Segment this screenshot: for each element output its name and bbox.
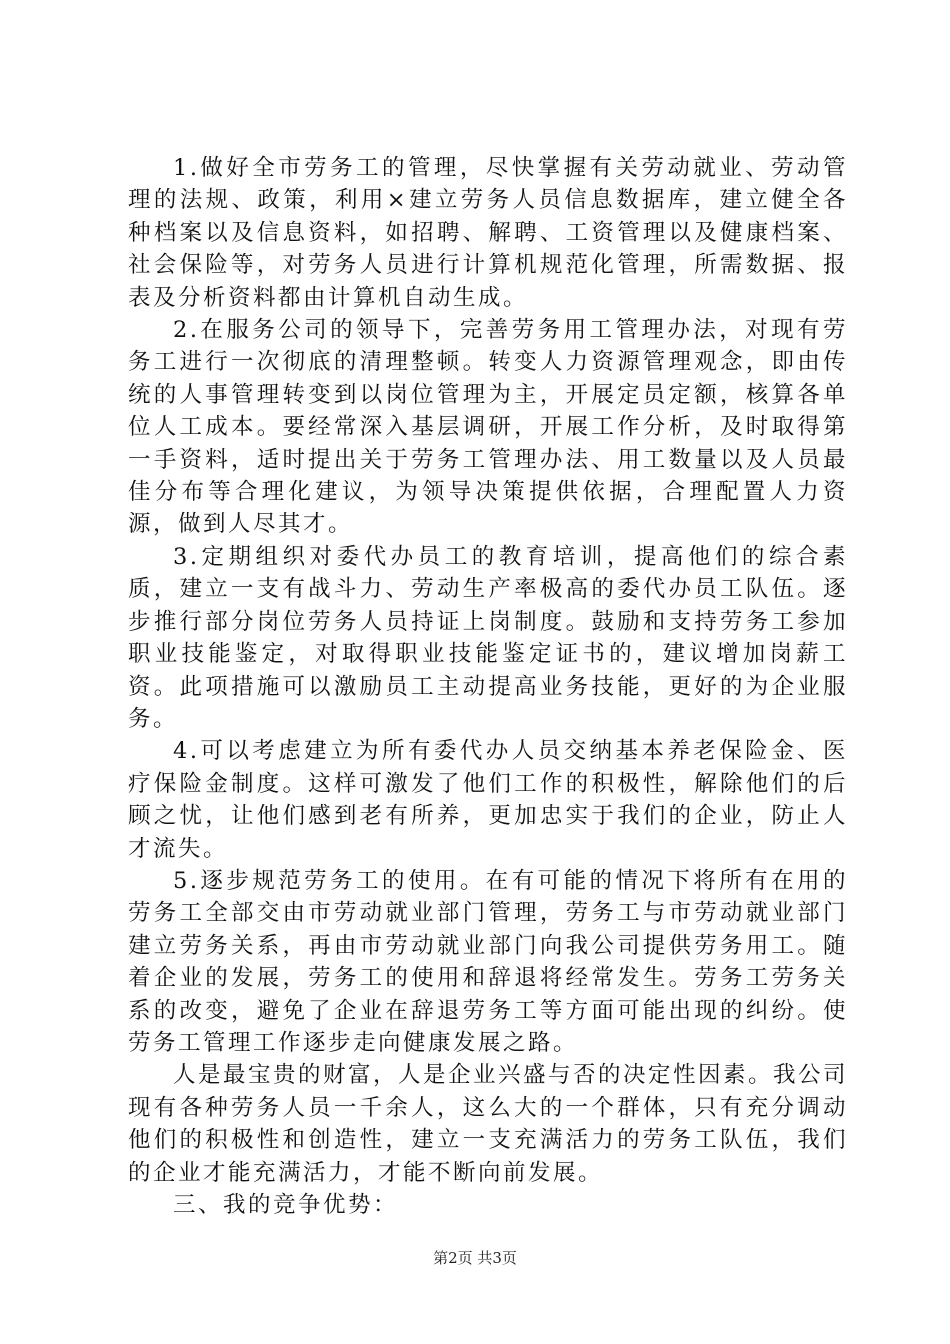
paragraph-item-4: 4.可以考虑建立为所有委代办人员交纳基本养老保险金、医疗保险金制度。这样可激发了他们工作的积极性，解除他们的后顾之忧，让他们感到老有所养，更加忠实于我们的企业，防止人才流失。 <box>128 738 848 862</box>
page-footer: 第2页 共3页 <box>433 1249 517 1267</box>
paragraph-item-5: 5.逐步规范劳务工的使用。在有可能的情况下将所有在用的劳务工全部交由市劳动就业部门管理，劳务工与市劳动就业部门建立劳务关系，再由市劳动就业部门向我公司提供劳务用工。随着企业的发展，劳务工的使用和辞退将经常发生。劳务工劳务关系的改变，避免了企业在辞退劳务工等方面可能出现的纠纷。使劳务工管理工作逐步走向健康发展之路。 <box>128 867 848 1056</box>
paragraph-item-3: 3.定期组织对委代办员工的教育培训，提高他们的综合素质，建立一支有战斗力、劳动生产率极高的委代办员工队伍。逐步推行部分岗位劳务人员持证上岗制度。鼓励和支持劳务工参加职业技能鉴定，对取得职业技能鉴定证书的，建议增加岗薪工资。此项措施可以激励员工主动提高业务技能，更好的为企业服务。 <box>128 543 848 732</box>
paragraph-item-2: 2.在服务公司的领导下，完善劳务用工管理办法，对现有劳务工进行一次彻底的清理整顿。转变人力资源管理观念，即由传统的人事管理转变到以岗位管理为主，开展定员定额，核算各单位人工成本。要经常深入基层调研，开展工作分析，及时取得第一手资料，适时提出关于劳务工管理办法、用工数量以及人员最佳分布等合理化建议，为领导决策提供依据，合理配置人力资源，做到人尽其才。 <box>128 317 848 538</box>
document-body <box>128 152 848 1221</box>
paragraph-item-1: 1.做好全市劳务工的管理，尽快掌握有关劳动就业、劳动管理的法规、政策，利用×建立劳务人员信息数据库，建立健全各种档案以及信息资料，如招聘、解聘、工资管理以及健康档案、社会保险等，对劳务人员进行计算机规范化管理，所需数据、报表及分析资料都由计算机自动生成。 <box>128 155 848 311</box>
paragraph-summary: 人是最宝贵的财富，人是企业兴盛与否的决定性因素。我公司现有各种劳务人员一千余人，这么大的一个群体，只有充分调动他们的积极性和创造性，建立一支充满活力的劳务工队伍，我们的企业才能充满活力，才能不断向前发展。 <box>128 1062 849 1186</box>
section-heading: 三、我的竞争优势： <box>173 1192 399 1218</box>
